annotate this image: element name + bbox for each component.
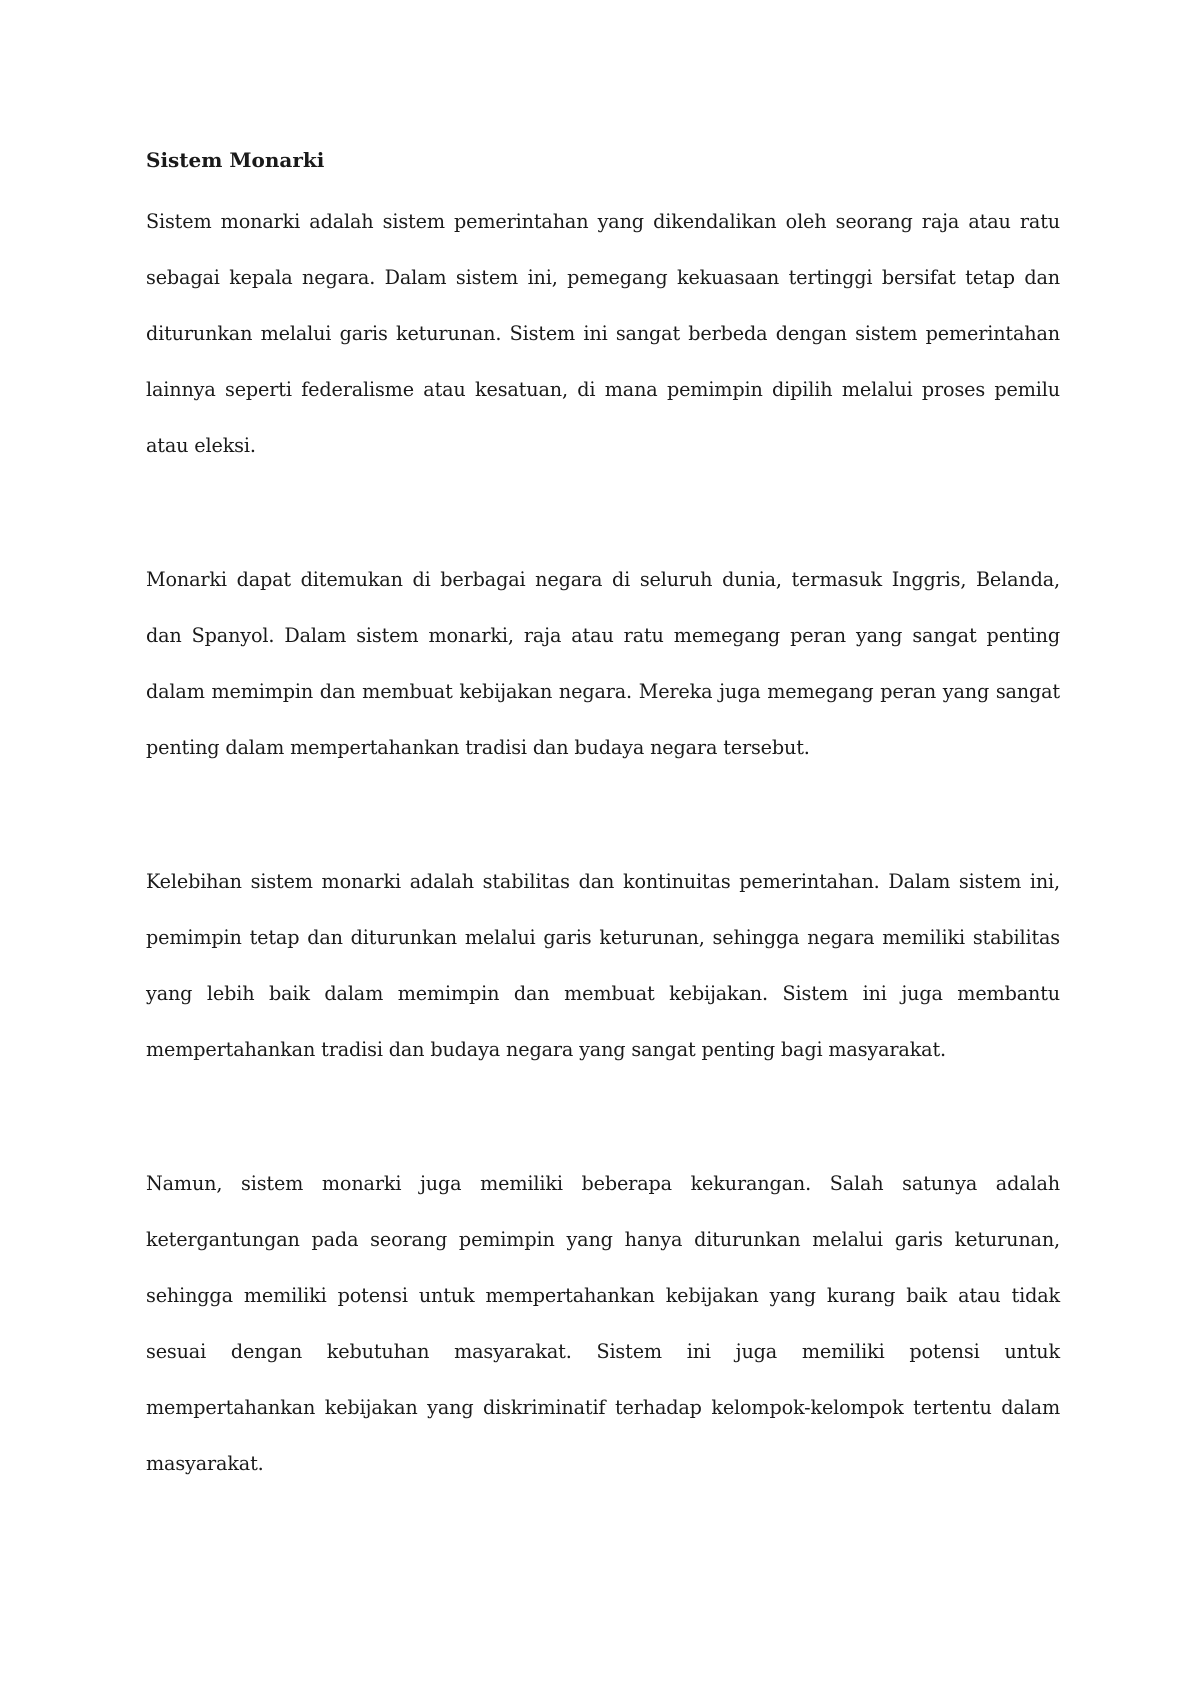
document-body xyxy=(146,140,1060,1492)
paragraph-disadvantages: Namun, sistem monarki juga memiliki beberapa kekurangan. Salah satunya adalah ketergantungan pada seorang pemimpin yang hanya diturunkan melalui garis keturunan, sehingga memiliki potensi untuk mempertahankan kebijakan yang kurang baik atau tidak sesuai dengan kebutuhan masyarakat. Sistem ini juga memiliki potensi untuk mempertahankan kebijakan yang diskriminatif terhadap kelompok-kelompok tertentu dalam masyarakat. xyxy=(146,1172,1060,1475)
paragraph-examples: Monarki dapat ditemukan di berbagai negara di seluruh dunia, termasuk Inggris, Belanda, dan Spanyol. Dalam sistem monarki, raja atau ratu memegang peran yang sangat penting dalam memimpin dan membuat kebijakan negara. Mereka juga memegang peran yang sangat penting dalam mempertahankan tradisi dan budaya negara tersebut. xyxy=(146,568,1060,759)
document-title: Sistem Monarki xyxy=(146,148,325,172)
paragraph-advantages: Kelebihan sistem monarki adalah stabilitas dan kontinuitas pemerintahan. Dalam sistem ini, pemimpin tetap dan diturunkan melalui garis keturunan, sehingga negara memiliki stabilitas yang lebih baik dalam memimpin dan membuat kebijakan. Sistem ini juga membantu mempertahankan tradisi dan budaya negara yang sangat penting bagi masyarakat. xyxy=(146,870,1060,1061)
paragraph-definition: Sistem monarki adalah sistem pemerintahan yang dikendalikan oleh seorang raja atau ratu sebagai kepala negara. Dalam sistem ini, pemegang kekuasaan tertinggi bersifat tetap dan diturunkan melalui garis keturunan. Sistem ini sangat berbeda dengan sistem pemerintahan lainnya seperti federalisme atau kesatuan, di mana pemimpin dipilih melalui proses pemilu atau eleksi. xyxy=(146,210,1060,457)
